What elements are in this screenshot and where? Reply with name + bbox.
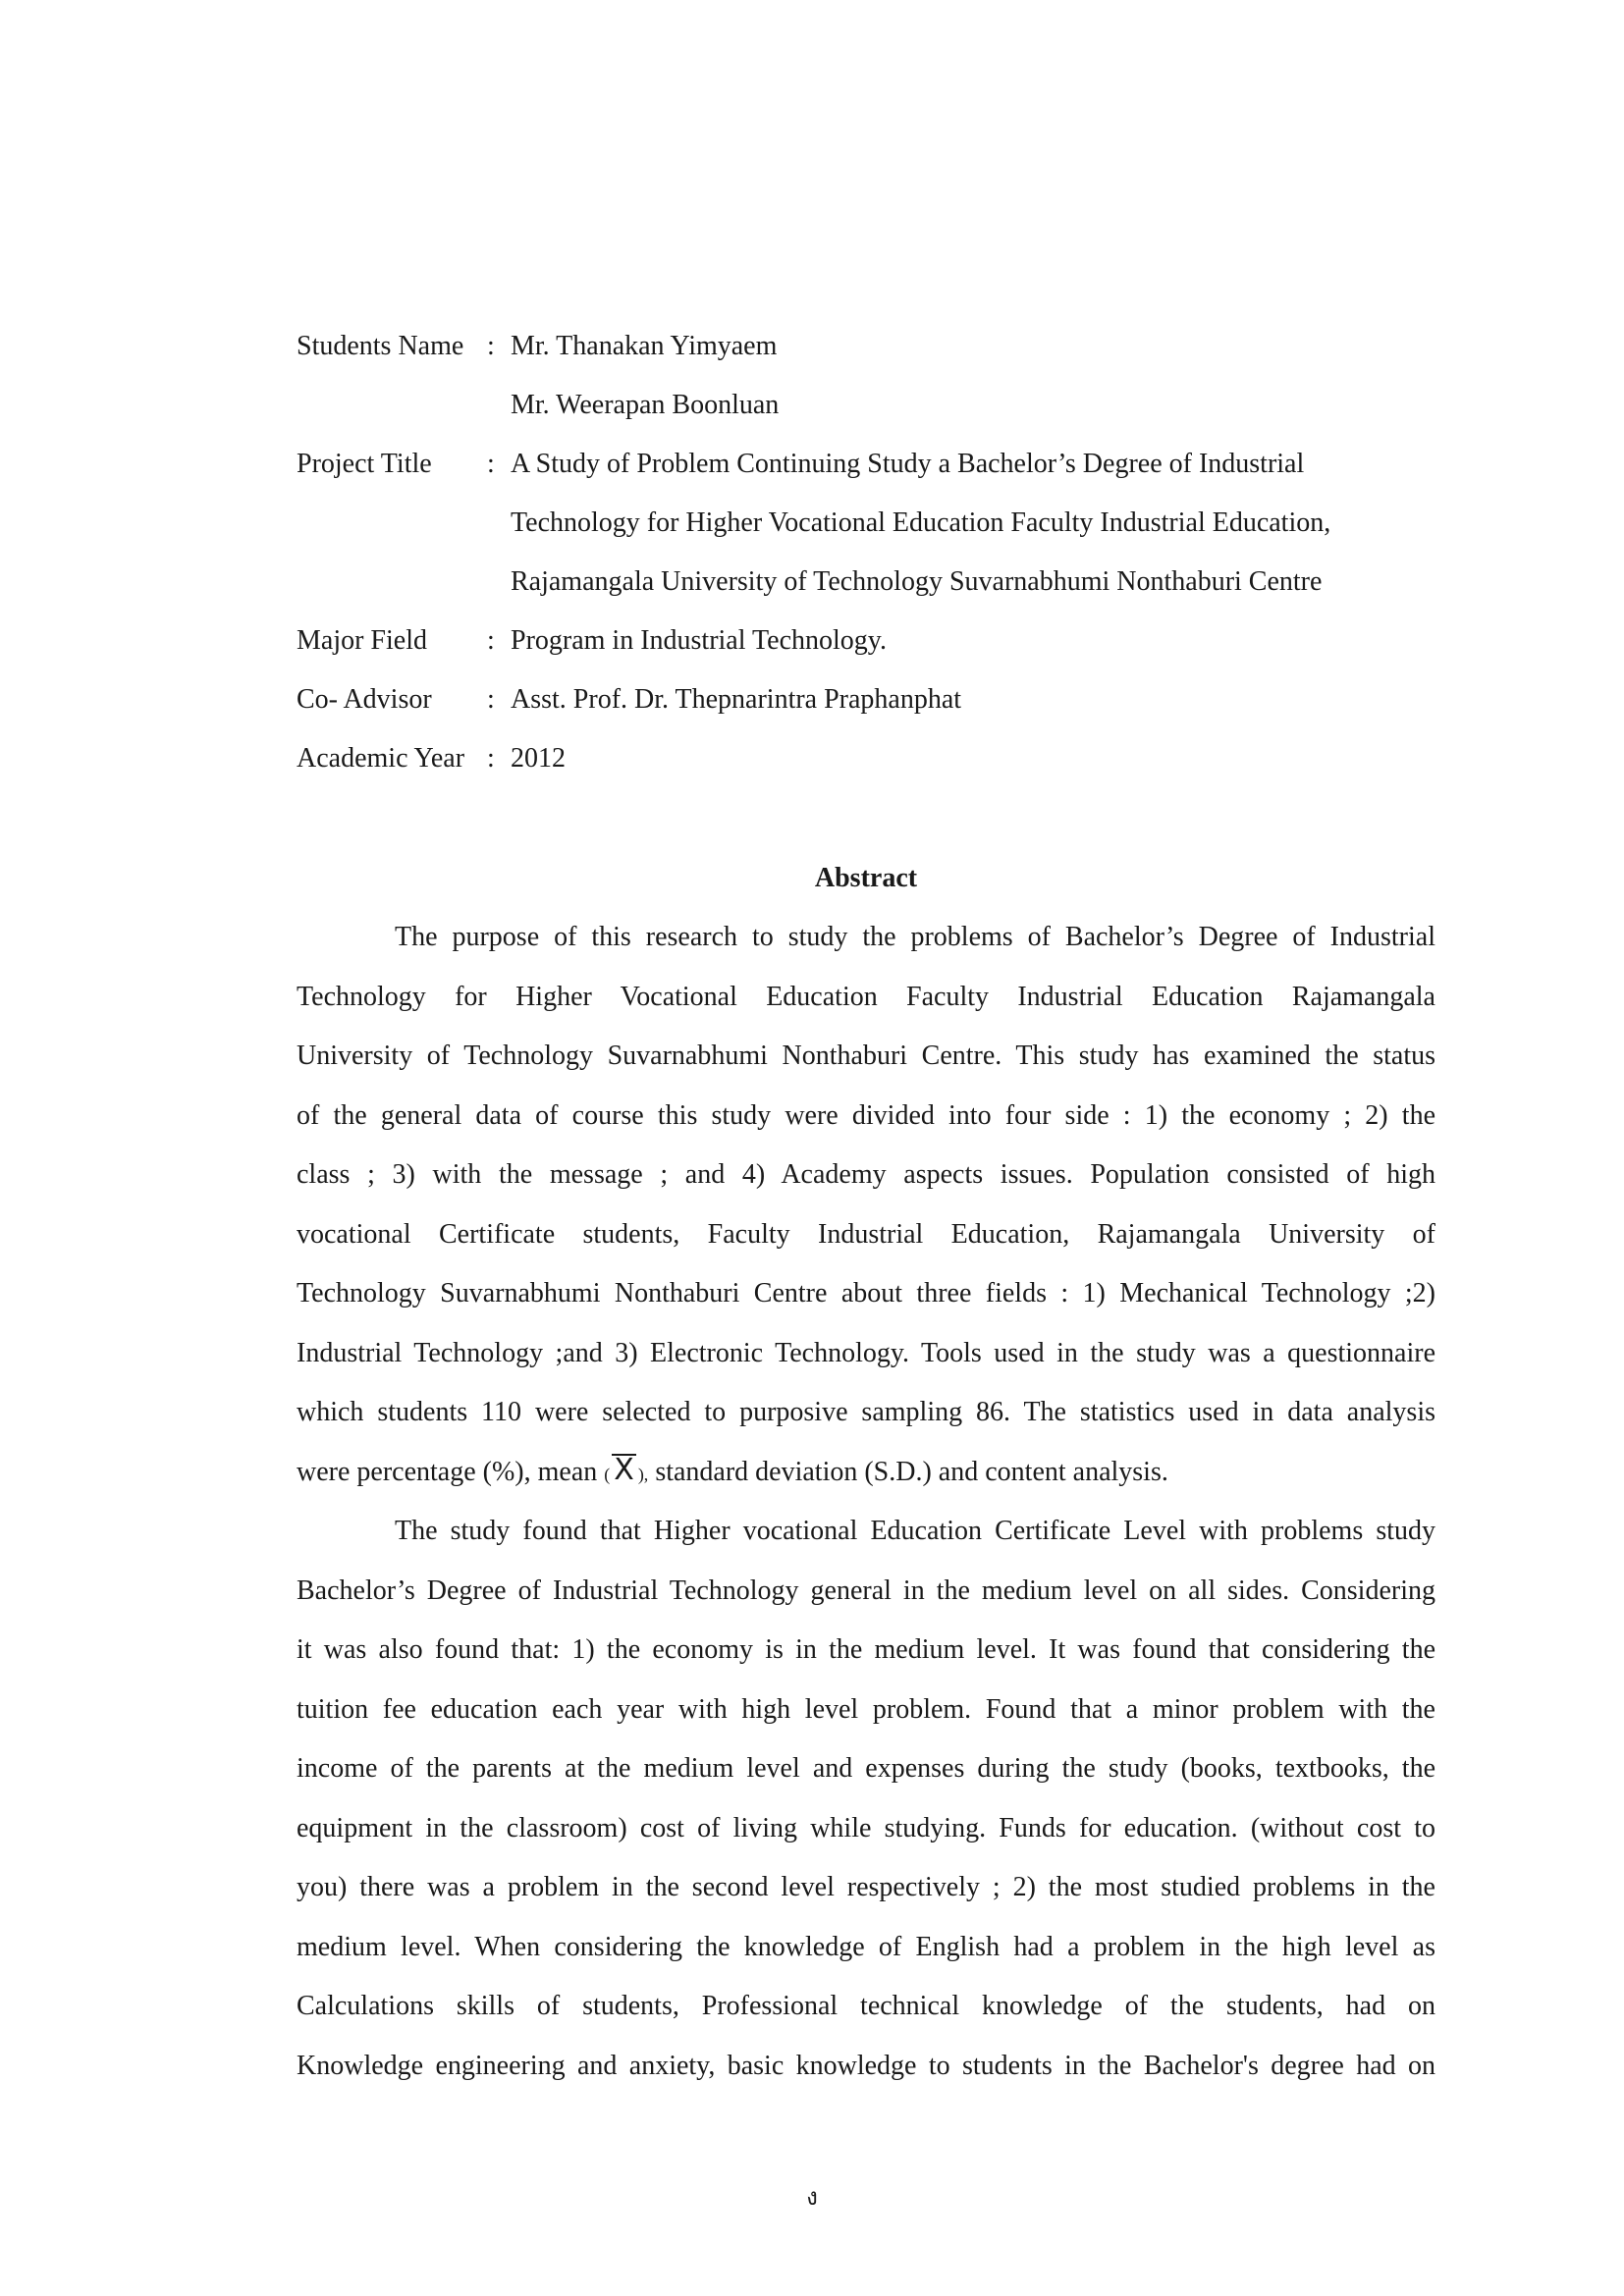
advisor-row [297,677,1435,736]
paragraph-line: Technology for Higher Vocational Education Faculty Industrial Education Rajamangala [297,981,1435,1012]
paragraph-line: equipment in the classroom) cost of living while studying. Funds for education. (without cost to [297,1812,1435,1843]
abstract-paragraph-1 [297,915,1435,1509]
paren-close: ), [637,1464,649,1484]
x-bar-symbol: X [614,1452,634,1487]
student-2-name: Mr. Weerapan Boonluan [511,390,780,420]
paragraph-line: medium level. When considering the knowledge of English had a problem in the high level as [297,1931,1435,1962]
paragraph-line: The study found that Higher vocational Education Certificate Level with problems study [395,1516,1435,1546]
year-colon: : [487,743,495,774]
paragraph-line: which students 110 were selected to purposive sampling 86. The statistics used in data analysis [297,1397,1435,1427]
major-label: Major Field [297,625,427,656]
advisor-label: Co- Advisor [297,684,432,715]
info-block [297,324,1435,795]
students-colon: : [487,331,495,361]
paragraph-line: Technology Suvarnabhumi Nonthaburi Centre about three fields : 1) Mechanical Technology ;2) [297,1278,1435,1308]
students-label: Students Name [297,331,464,361]
year-value: 2012 [511,743,566,774]
paragraph-line: it was also found that: 1) the economy is in the medium level. It was found that considering the [297,1634,1435,1665]
advisor-colon: : [487,684,495,715]
project-row-2 [297,501,1435,560]
mean-text-before: were percentage (%), mean [297,1456,598,1487]
project-row-3 [297,560,1435,618]
paragraph-line: Bachelor’s Degree of Industrial Technology general in the medium level on all sides. Considering [297,1575,1435,1606]
project-row [297,442,1435,501]
paragraph-line: The purpose of this research to study the problems of Bachelor’s Degree of Industrial [395,922,1435,952]
paren-open: ( [604,1464,611,1484]
students-row [297,324,1435,383]
paragraph-line: tuition fee education each year with high level problem. Found that a minor problem with the [297,1693,1435,1725]
paragraph-line: income of the parents at the medium level and expenses during the study (books, textbooks, the [297,1753,1435,1784]
paragraph-line: Industrial Technology ;and 3) Electronic Technology. Tools used in the study was a questionnaire [297,1337,1435,1368]
paragraph-line: vocational Certificate students, Faculty Industrial Education, Rajamangala University of [297,1218,1435,1250]
major-value: Program in Industrial Technology. [511,625,887,656]
student-1-name: Mr. Thanakan Yimyaem [511,331,778,361]
project-label: Project Title [297,449,432,479]
advisor-value: Asst. Prof. Dr. Thepnarintra Praphanphat [511,684,962,715]
paragraph-line: of the general data of course this study were divided into four side : 1) the economy ; 2) the [297,1099,1435,1131]
major-colon: : [487,625,495,656]
mean-text-after: standard deviation (S.D.) and content analysis. [655,1456,1168,1487]
page-number: ง [806,2183,818,2211]
major-row [297,618,1435,677]
project-title-line-1: A Study of Problem Continuing Study a Bachelor’s Degree of Industrial [511,449,1305,479]
project-colon: : [487,449,495,479]
paragraph-line: you) there was a problem in the second level respectively ; 2) the most studied problems in the [297,1872,1435,1902]
paragraph-line: class ; 3) with the message ; and 4) Academy aspects issues. Population consisted of high [297,1159,1435,1190]
project-title-line-3: Rajamangala University of Technology Suvarnabhumi Nonthaburi Centre [511,566,1323,597]
paragraph-line-with-mean-symbol [297,1450,1435,1510]
year-row [297,736,1435,795]
abstract-heading: Abstract [814,863,918,893]
project-title-line-2: Technology for Higher Vocational Education Faculty Industrial Education, [511,507,1331,538]
paragraph-line: Calculations skills of students, Professional technical knowledge of the students, had on [297,1991,1435,2021]
paragraph-line: University of Technology Suvarnabhumi Nonthaburi Centre. This study has examined the status [297,1041,1435,1071]
year-label: Academic Year [297,743,465,774]
students-row-2 [297,383,1435,442]
paragraph-line: Knowledge engineering and anxiety, basic knowledge to students in the Bachelor's degree had on [297,2050,1435,2081]
abstract-paragraph-2 [297,1509,1435,2103]
